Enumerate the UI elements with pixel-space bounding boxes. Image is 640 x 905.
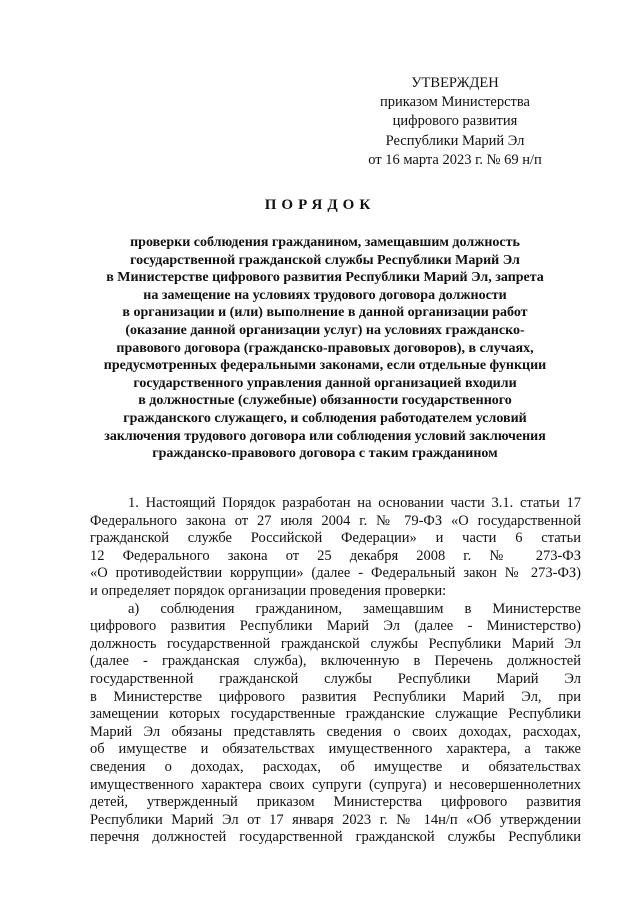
paragraph-line: сведения о доходах, расходах, об имуществе и обязательствах <box>90 758 581 775</box>
paragraph-line: 12 Федерального закона от 25 декабря 2008 г. № 273-ФЗ <box>90 547 581 564</box>
document-body <box>90 495 581 847</box>
paragraph-line: (далее - гражданская служба), включенную в Перечень должностей <box>90 653 581 670</box>
paragraph-line: 1. Настоящий Порядок разработан на основании части 3.1. статьи 17 <box>128 495 581 511</box>
document-title: ПОРЯДОК <box>264 197 376 213</box>
paragraph-line: Марий Эл обязаны представлять сведения о своих доходах, расходах, <box>90 723 581 740</box>
subtitle-line: в Министерстве цифрового развития Республики Марий Эл, запрета <box>106 270 544 286</box>
approval-line: УТВЕРЖДЕН <box>411 75 499 91</box>
subtitle-line: гражданско-правового договора с таким гражданином <box>152 446 498 462</box>
paragraph-line: перечня должностей государственной гражданской службы Республики <box>90 829 581 846</box>
paragraph-line: замещении которых государственные гражданские служащие Республики <box>90 706 581 723</box>
paragraph-line: «О противодействии коррупции» (далее - Федеральный закон № 273-ФЗ) <box>90 565 581 582</box>
approval-line: от 16 марта 2023 г. № 69 н/п <box>368 151 542 168</box>
paragraph-line: гражданской службе Российской Федерации» и части 6 статьи <box>90 530 581 547</box>
subtitle-line: правового договора (гражданско-правовых договоров), в случаях, <box>116 340 534 356</box>
subtitle-line: государственного управления данной организацией входили <box>133 375 517 391</box>
paragraph-line: Республики Марий Эл от 17 января 2023 г. № 14н/п «Об утверждении <box>90 811 581 828</box>
subtitle-line: заключения трудового договора или соблюдения условий заключения <box>104 428 546 444</box>
subtitle-line: гражданского служащего, и соблюдения работодателем условий <box>123 410 527 426</box>
subtitle-line: на замещение на условиях трудового договора должности <box>143 287 507 303</box>
paragraph-line: и определяет порядок организации проведения проверки: <box>90 582 447 599</box>
paragraph-line: в Министерстве цифрового развития Республики Марий Эл, при <box>90 688 581 705</box>
document-subtitle <box>60 234 590 463</box>
subtitle-line: государственной гражданской службы Республики Марий Эл <box>130 252 520 268</box>
paragraph-line: а) соблюдения гражданином, замещавшим в Министерстве <box>128 600 581 617</box>
subtitle-line: в организации и (или) выполнение в данной организации работ <box>122 305 528 321</box>
paragraph-line: имущественного характера своих супруги (супруга) и несовершеннолетних <box>90 776 581 793</box>
paragraph-line: цифрового развития Республики Марий Эл (далее - Министерство) <box>90 618 581 635</box>
approval-line: Республики Марий Эл <box>385 132 525 149</box>
approval-line: приказом Министерства <box>380 94 530 111</box>
paragraph-line: детей, утвержденный приказом Министерства цифрового развития <box>90 794 581 811</box>
subtitle-line: в должностные (служебные) обязанности государственного <box>138 393 512 409</box>
approval-line: цифрового развития <box>392 113 518 130</box>
subtitle-line: (оказание данной организации услуг) на условиях гражданско- <box>125 322 525 338</box>
subtitle-line: проверки соблюдения гражданином, замещавшим должность <box>130 235 520 250</box>
paragraph-line: об имуществе и обязательствах имущественного характера, а также <box>90 741 581 758</box>
paragraph-line: должность государственной гражданской службы Республики Марий Эл <box>90 635 581 652</box>
approval-stamp <box>330 74 580 170</box>
paragraph-line: государственной гражданской службы Республики Марий Эл <box>90 670 581 687</box>
subtitle-line: предусмотренных федеральными законами, если отдельные функции <box>103 358 547 374</box>
paragraph-line: Федерального закона от 27 июля 2004 г. № 79-ФЗ «О государственной <box>90 512 581 529</box>
